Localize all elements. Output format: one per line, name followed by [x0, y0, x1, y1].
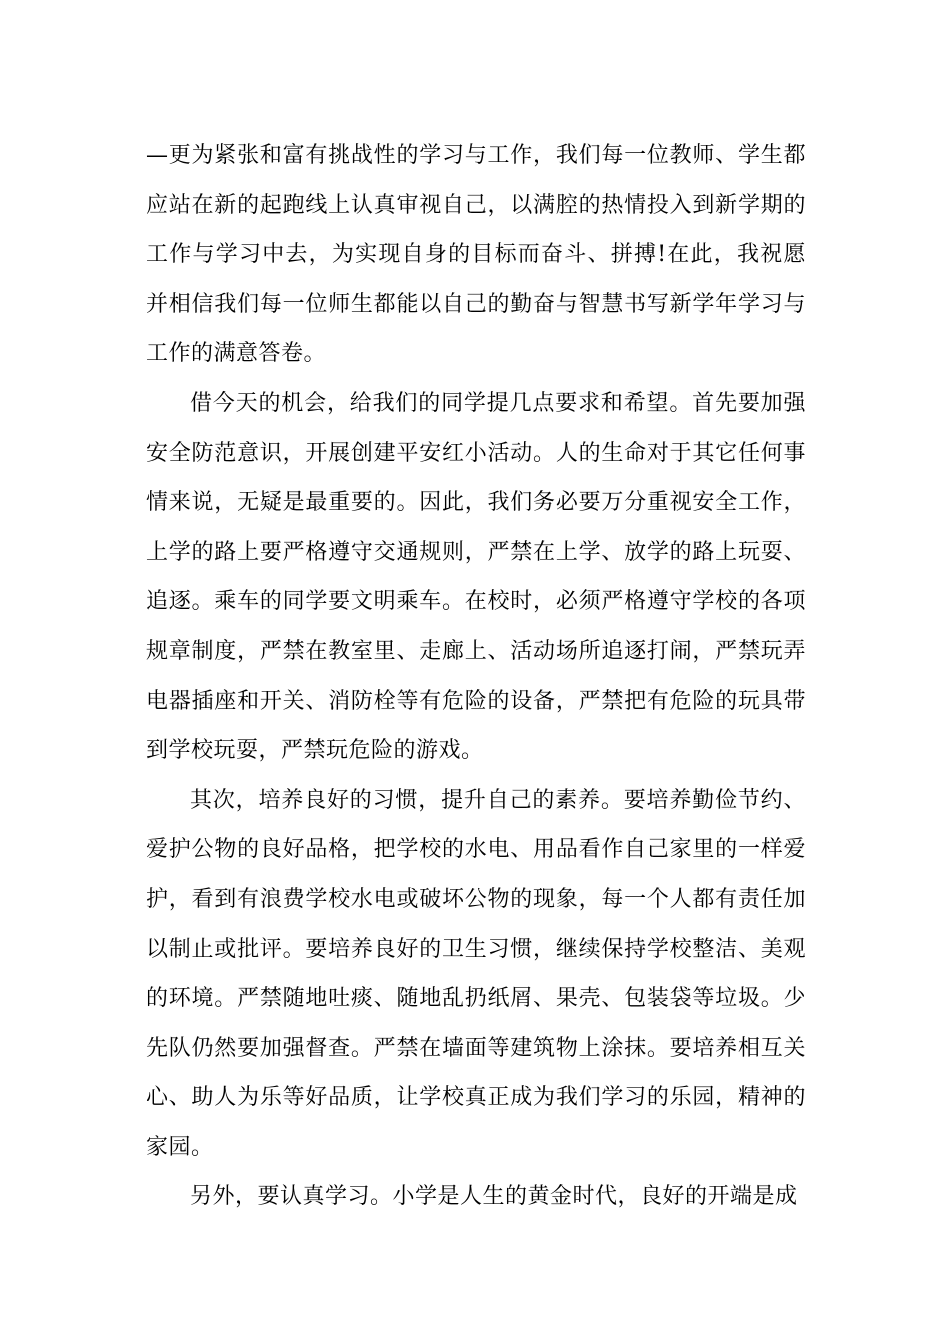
paragraph-continuation: —更为紧张和富有挑战性的学习与工作，我们每一位教师、学生都应站在新的起跑线上认真审视自己，以满腔的热情投入到新学期的工作与学习中去，为实现自身的目标而奋斗、拼搏!在此，我祝愿并相信我们每一位师生都能以自己的勤奋与智慧书写新学年学习与工作的满意答卷。 — [146, 143, 806, 367]
paragraph-safety: 借今天的机会，给我们的同学提几点要求和希望。首先要加强安全防范意识，开展创建平安红小活动。人的生命对于其它任何事情来说，无疑是最重要的。因此，我们务必要万分重视安全工作，上学的路上要严格遵守交通规则，严禁在上学、放学的路上玩耍、追逐。乘车的同学要文明乘车。在校时，必须严格遵守学校的各项规章制度，严禁在教室里、走廊上、活动场所追逐打闹，严禁玩弄电器插座和开关、消防栓等有危险的设备，严禁把有危险的玩具带到学校玩耍，严禁玩危险的游戏。 — [146, 390, 806, 764]
paragraph-study: 另外，要认真学习。小学是人生的黄金时代，良好的开端是成 — [190, 1184, 798, 1210]
document-page — [146, 131, 806, 1222]
paragraph-habits: 其次，培养良好的习惯，提升自己的素养。要培养勤俭节约、爱护公物的良好品格，把学校的水电、用品看作自己家里的一样爱护，看到有浪费学校水电或破坏公物的现象，每一个人都有责任加以制止或批评。要培养良好的卫生习惯，继续保持学校整洁、美观的环境。严禁随地吐痰、随地乱扔纸屑、果壳、包装袋等垃圾。少先队仍然要加强督查。严禁在墙面等建筑物上涂抹。要培养相互关心、助人为乐等好品质，让学校真正成为我们学习的乐园，精神的家园。 — [146, 787, 806, 1160]
